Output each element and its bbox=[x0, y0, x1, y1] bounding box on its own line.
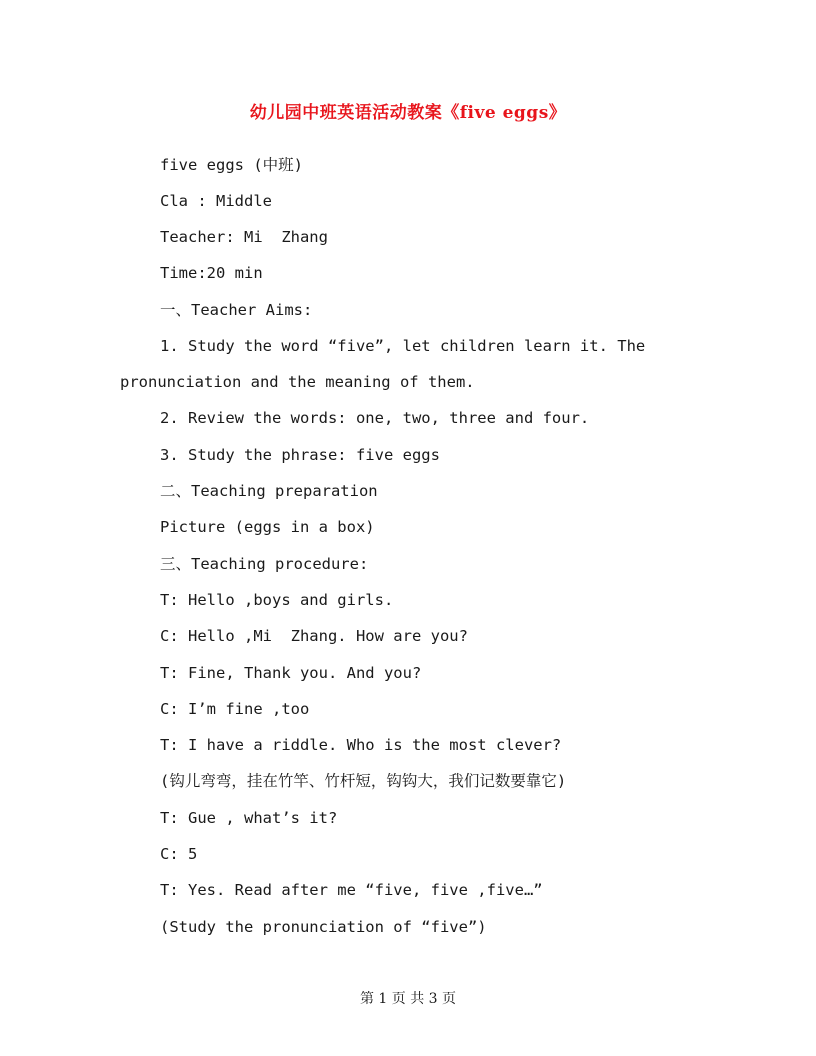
body-line: T: Gue , what’s it? bbox=[160, 809, 338, 827]
body-line: T: I have a riddle. Who is the most clever? bbox=[160, 736, 562, 754]
body-line: C: I’m fine ,too bbox=[160, 700, 310, 718]
body-line: Teacher: Mi Zhang bbox=[160, 228, 328, 246]
body-line: 1. Study the word “five”, let children learn it. The bbox=[160, 337, 646, 355]
body-line: C: 5 bbox=[160, 845, 198, 863]
document-title: 幼儿园中班英语活动教案《five eggs》 bbox=[249, 103, 567, 123]
body-line: 2. Review the words: one, two, three and four. bbox=[160, 409, 590, 427]
body-line: (Study the pronunciation of “five”) bbox=[160, 918, 487, 936]
body-line: pronunciation and the meaning of them. bbox=[120, 373, 475, 391]
body-line: 二、Teaching preparation bbox=[160, 482, 378, 500]
body-line: Time:20 min bbox=[160, 264, 263, 282]
page-footer: 第 1 页 共 3 页 bbox=[359, 991, 457, 1007]
body-line: Cla : Middle bbox=[160, 192, 272, 210]
body-line: T: Yes. Read after me “five, five ,five…” bbox=[160, 881, 543, 899]
body-line: (钩儿弯弯，挂在竹竿、竹杆短，钩钩大，我们记数要靠它) bbox=[160, 772, 567, 790]
body-line: 3. Study the phrase: five eggs bbox=[160, 446, 440, 464]
body-line: T: Fine, Thank you. And you? bbox=[160, 664, 422, 682]
body-line: T: Hello ,boys and girls. bbox=[160, 591, 394, 609]
body-line: 三、Teaching procedure: bbox=[160, 555, 369, 573]
body-line: C: Hello ,Mi Zhang. How are you? bbox=[160, 627, 468, 645]
body-line: five eggs (中班) bbox=[160, 156, 303, 174]
body-line: 一、Teacher Aims: bbox=[160, 301, 313, 319]
body-line: Picture (eggs in a box) bbox=[160, 518, 375, 536]
